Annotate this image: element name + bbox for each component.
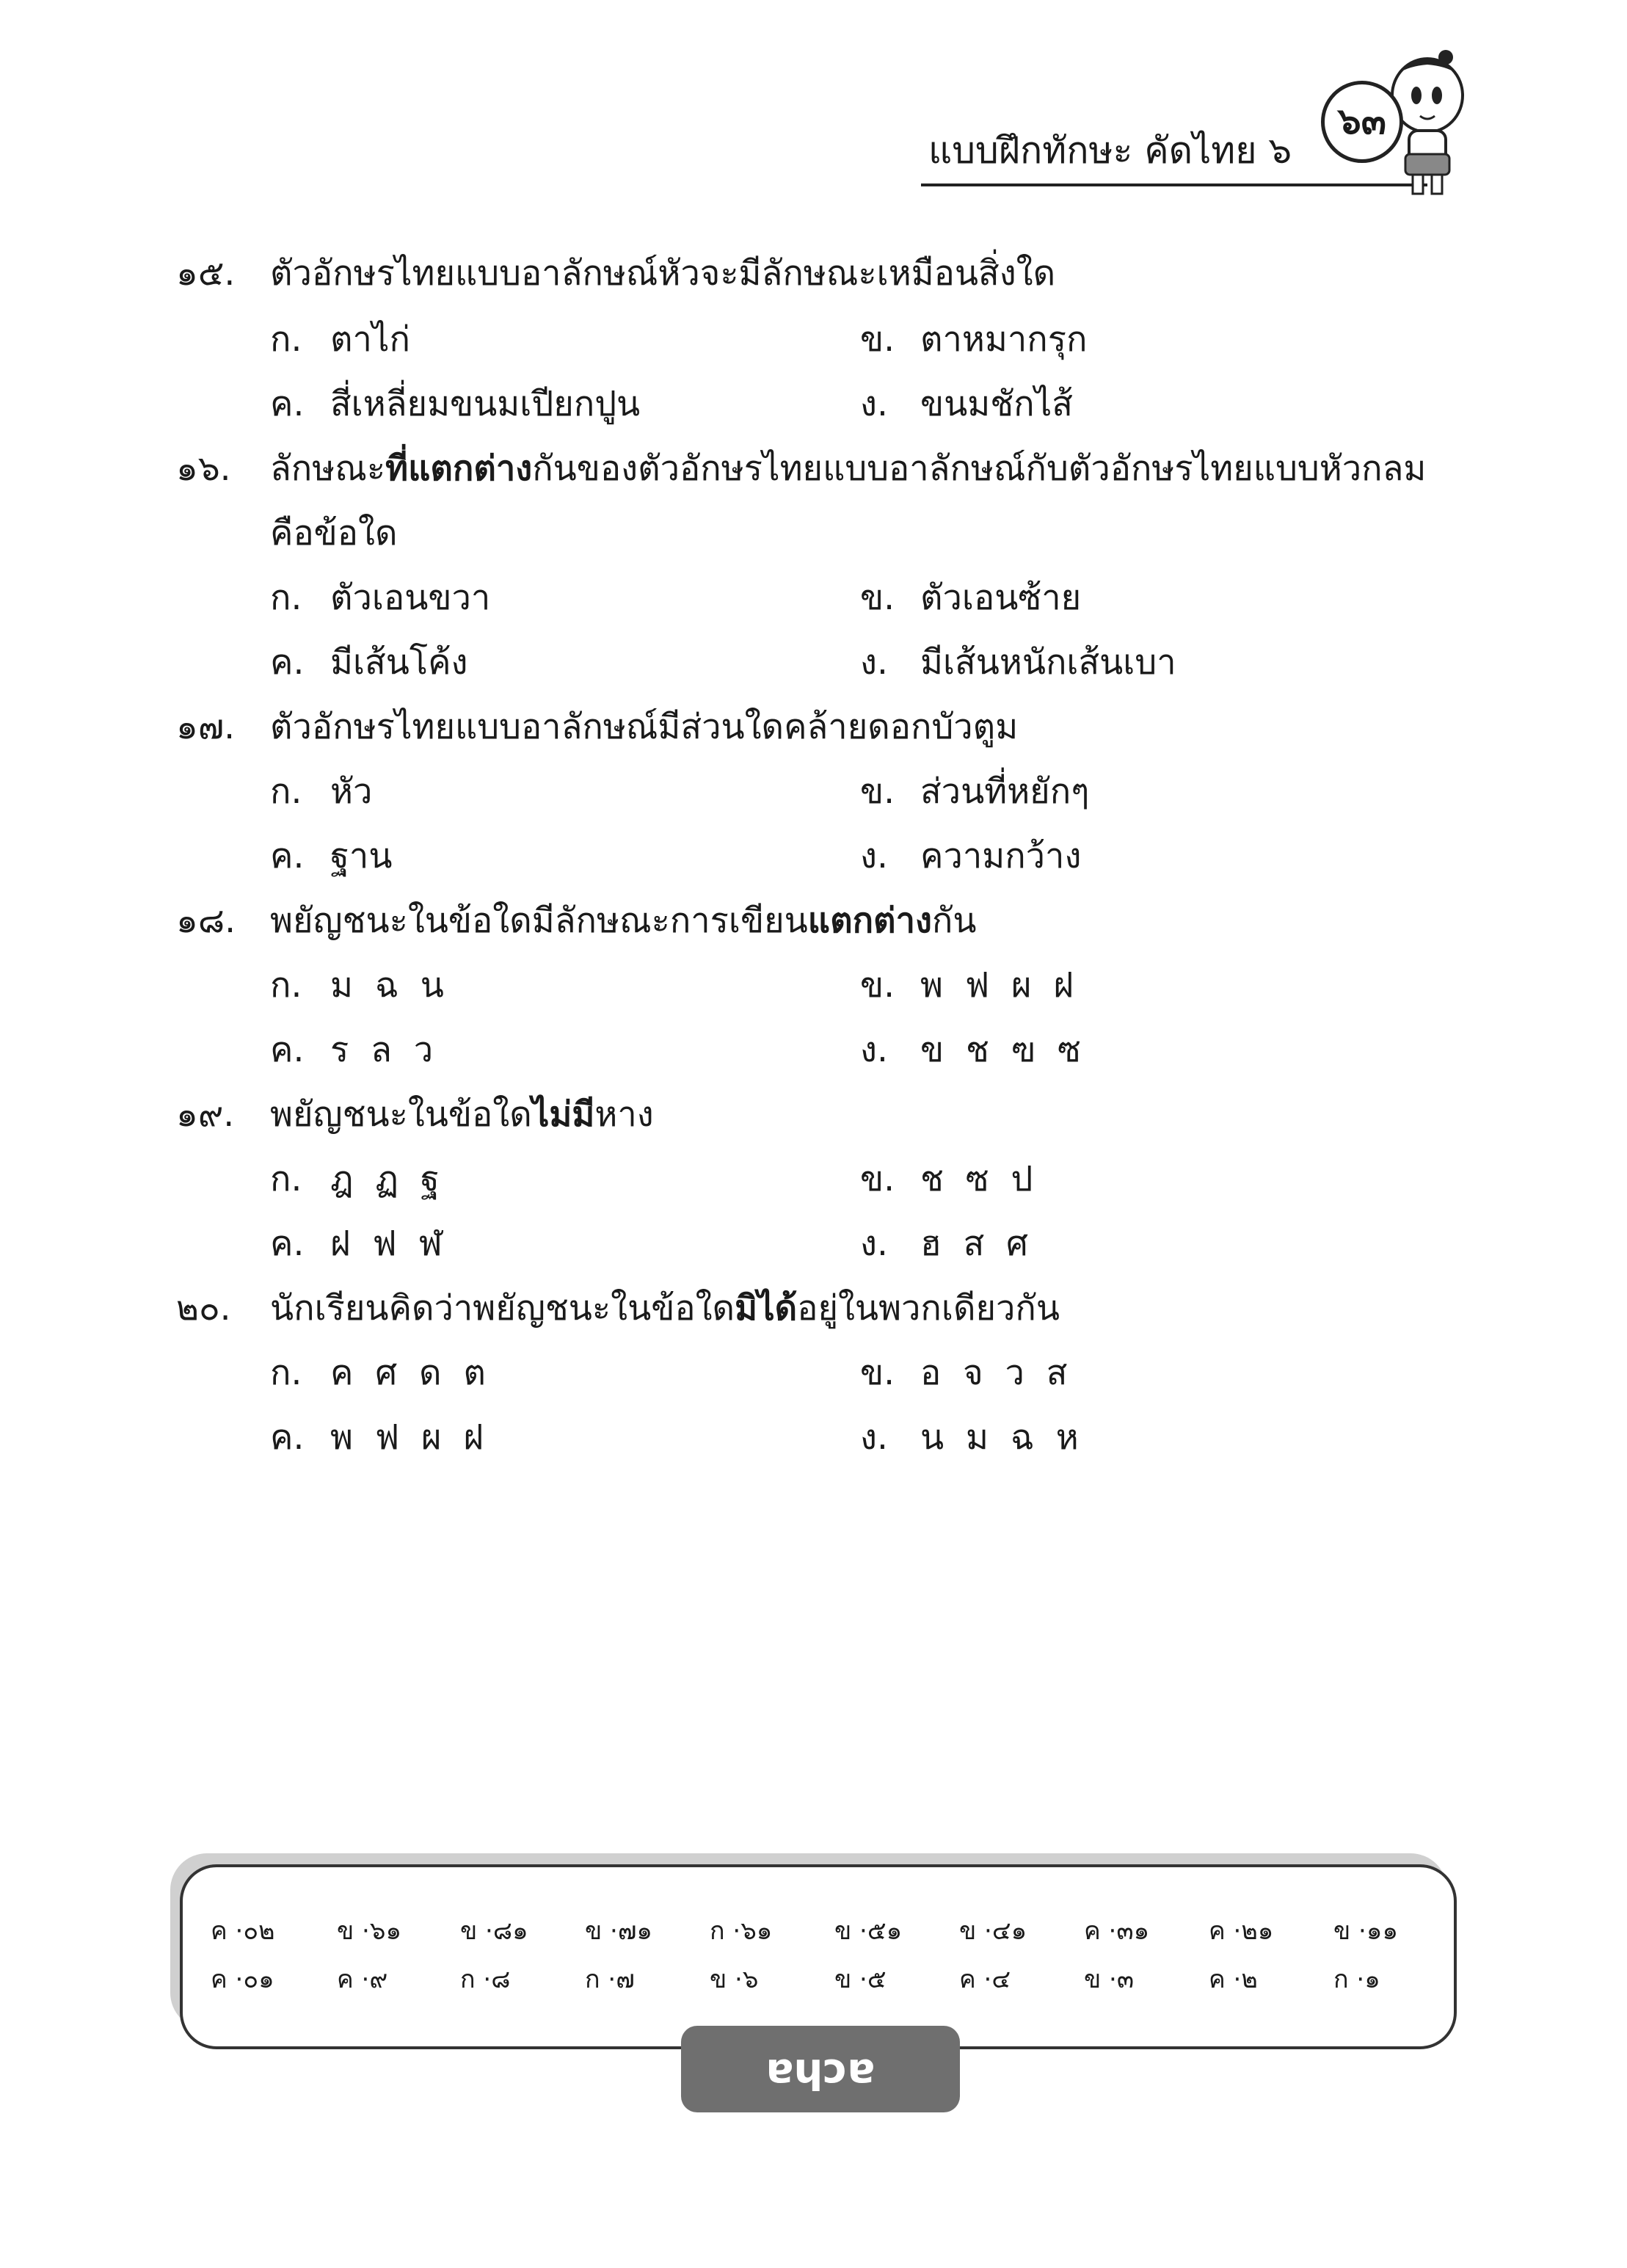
option-20-d: ง. น ม ฉ ห [860, 1417, 1079, 1458]
option-20-c: ค. พ ฟ ผ ฝ [270, 1417, 484, 1458]
answer-key-cell: ข ·๕ [834, 1965, 887, 1994]
question-text: ตัวอักษรไทยแบบอาลักษณ์หัวจะมีลักษณะเหมือนสิ่งใด [270, 253, 1056, 294]
answer-key-cell: ค ·๐๑ [211, 1965, 274, 1994]
answer-key-cell: ค ·๐๒ [211, 1916, 275, 1946]
answer-key-cell: ค ·๔ [959, 1965, 1011, 1994]
page-header-title: แบบฝึกทักษะ คัดไทย ๖ [928, 129, 1292, 172]
option-16-c: ค. มีเส้นโค้ง [270, 642, 468, 683]
option-16-a: ก. ตัวเอนขวา [270, 578, 491, 618]
option-18-c: ค. ร ล ว [270, 1030, 434, 1070]
answer-key-cell: ข ·๓ [1084, 1965, 1135, 1994]
question-text: ตัวอักษรไทยแบบอาลักษณ์มีส่วนใดคล้ายดอกบัวตูม [270, 707, 1019, 747]
option-17-d: ง. ความกว้าง [860, 836, 1082, 876]
option-17-b: ข. ส่วนที่หยักๆ [860, 771, 1090, 812]
question-text: ลักษณะที่แตกต่างกันของตัวอักษรไทยแบบอาลักษณ์กับตัวอักษรไทยแบบหัวกลม [270, 448, 1427, 489]
option-15-a: ก. ตาไก่ [270, 319, 411, 360]
answer-key-cell: ข ·๕๑ [834, 1916, 903, 1946]
answer-key-cell: ก ·๖๑ [710, 1916, 773, 1946]
answer-key-cell: ข ·๗๑ [585, 1916, 653, 1946]
option-19-c: ค. ฝ ฟ ฬ [270, 1224, 443, 1264]
question-number: ๑๗. [176, 707, 236, 747]
option-15-d: ง. ขนมชักไส้ [860, 384, 1073, 424]
option-18-a: ก. ม ฉ น [270, 965, 444, 1006]
option-19-b: ข. ช ซ ป [860, 1159, 1033, 1199]
answer-key-cell: ข ·๑๑ [1333, 1916, 1399, 1946]
option-17-a: ก. หัว [270, 771, 373, 812]
answer-key-cell: ข ·๘๑ [460, 1916, 528, 1946]
option-20-a: ก. ค ศ ด ต [270, 1353, 486, 1393]
answer-key-box [180, 1864, 1457, 2049]
question-text-line2: คือข้อใด [270, 513, 398, 553]
question-text: พยัญชนะในข้อใดไม่มีหาง [270, 1094, 654, 1135]
option-17-c: ค. ฐาน [270, 836, 393, 876]
question-number: ๑๖. [176, 448, 231, 489]
answer-key-cell: ก ·๑ [1333, 1965, 1380, 1994]
answer-key-cell: ข ·๖ [710, 1965, 759, 1994]
option-20-b: ข. อ จ ว ส [860, 1353, 1068, 1393]
option-18-d: ง. ข ช ฃ ซ [860, 1030, 1081, 1070]
question-number: ๑๕. [176, 253, 236, 294]
answer-key-cell: ค ·๒๑ [1209, 1916, 1274, 1946]
answer-key-cell: ข ·๔๑ [959, 1916, 1027, 1946]
answer-key-cell: ก ·๘ [460, 1965, 511, 1994]
question-text: พยัญชนะในข้อใดมีลักษณะการเขียนแตกต่างกัน [270, 901, 977, 941]
question-number: ๒๐. [176, 1288, 231, 1329]
option-15-b: ข. ตาหมากรุก [860, 319, 1088, 360]
answer-key-label-tab: ɐɥɔɐ [681, 2026, 960, 2112]
answer-key-cell: ค ·๒ [1209, 1965, 1258, 1994]
answer-key-cell: ค ·๓๑ [1084, 1916, 1150, 1946]
option-18-b: ข. พ ฟ ผ ฝ [860, 965, 1074, 1006]
option-16-d: ง. มีเส้นหนักเส้นเบา [860, 642, 1176, 683]
page-number-badge: ๖๓ [1321, 81, 1403, 163]
answer-key-cell: ก ·๗ [585, 1965, 635, 1994]
question-text: นักเรียนคิดว่าพยัญชนะในข้อใดมิได้อยู่ในพวกเดียวกัน [270, 1288, 1060, 1329]
option-19-d: ง. ฮ ส ศ [860, 1224, 1028, 1264]
option-15-c: ค. สี่เหลี่ยมขนมเปียกปูน [270, 384, 641, 424]
option-16-b: ข. ตัวเอนซ้าย [860, 578, 1082, 618]
header-divider [921, 183, 1427, 186]
answer-key-cell: ข ·๖๑ [337, 1916, 402, 1946]
question-number: ๑๙. [176, 1094, 235, 1135]
answer-key-cell: ค ·๙ [337, 1965, 388, 1994]
question-number: ๑๘. [176, 901, 236, 941]
option-19-a: ก. ฎ ฏ ฐ [270, 1159, 440, 1199]
